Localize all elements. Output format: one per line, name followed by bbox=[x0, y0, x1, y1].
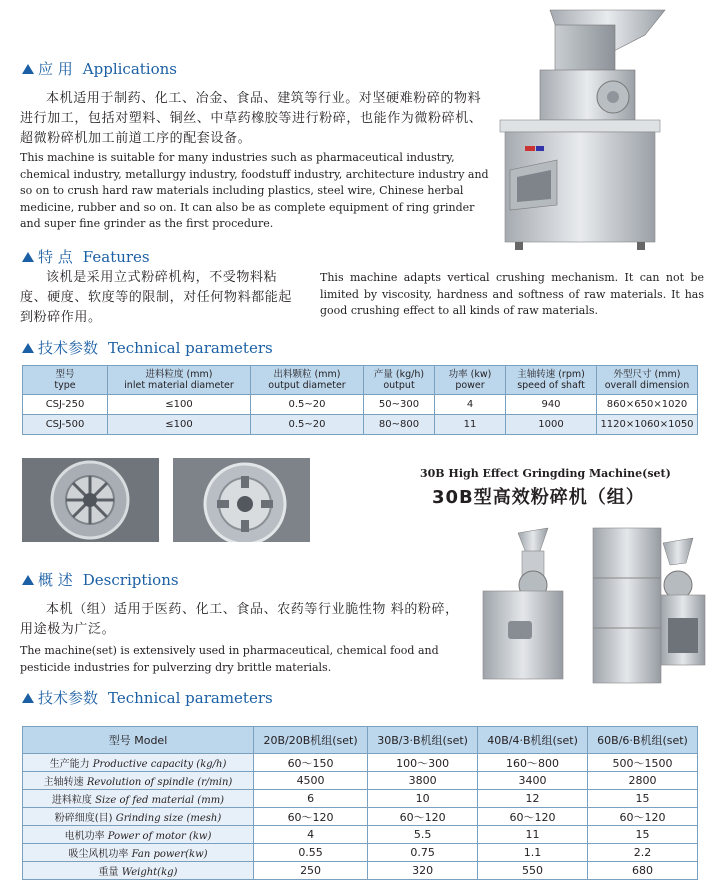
heading-zh: 特 点 bbox=[38, 248, 73, 266]
table-row: CSJ-500 ≤100 0.5~20 80~800 11 1000 1120×1060×1050 bbox=[23, 415, 698, 435]
header-cell: 型号 Model bbox=[23, 727, 254, 754]
heading-en: Applications bbox=[82, 60, 177, 78]
triangle-icon bbox=[22, 575, 34, 585]
header-cell: 30B/3·B机组(set) bbox=[368, 727, 478, 754]
triangle-icon bbox=[22, 64, 34, 74]
descriptions-para-en: The machine(set) is extensively used in pharmaceutical, chemical food and pesticide industries for pulverzing dry brittle materials. bbox=[20, 644, 439, 674]
crusher-machine-photo bbox=[495, 5, 670, 280]
table-row: 生产能力 Productive capacity (kg/h) 60～150 100～300 160～800 500～1500 bbox=[23, 754, 698, 772]
descriptions-para-zh: 本机（组）适用于医药、化工、食品、农药等行业脆性物 料的粉碎，用途极为广泛。 bbox=[20, 602, 459, 637]
table-row: 进料粒度 Size of fed material (mm) 6 10 12 15 bbox=[23, 790, 698, 808]
header-cell: 主轴转速 (rpm) speed of shaft bbox=[506, 366, 597, 395]
product-title-zh: 30B型高效粉碎机（组） bbox=[432, 487, 645, 508]
triangle-icon bbox=[22, 693, 34, 703]
table-row: 重量 Weight(kg) 250 320 550 680 bbox=[23, 862, 698, 880]
features-para-en: This machine adapts vertical crushing mechanism. It can not be limited by viscosity, hardness and softness of raw materials. It has good crushing effect to all kinds of raw materials. bbox=[320, 271, 704, 317]
tech2-heading bbox=[22, 687, 273, 708]
rotor-photo-2 bbox=[173, 458, 310, 542]
heading-en: Descriptions bbox=[82, 571, 179, 589]
header-cell: 60B/6·B机组(set) bbox=[588, 727, 698, 754]
heading-zh: 概 述 bbox=[38, 571, 73, 589]
table-row: CSJ-250 ≤100 0.5~20 50~300 4 940 860×650×1020 bbox=[23, 395, 698, 415]
descriptions-heading bbox=[22, 569, 179, 590]
header-cell: 20B/20B机组(set) bbox=[254, 727, 368, 754]
product-title-en: 30B High Effect Gringding Machine(set) bbox=[420, 467, 671, 480]
features-para-zh: 该机是采用立式粉碎机构，不受物料粘度、硬度、软度等的限制，对任何物料都能起到粉碎作用。 bbox=[20, 270, 293, 325]
heading-zh: 技术参数 bbox=[38, 339, 99, 357]
applications-heading bbox=[22, 58, 177, 79]
header-cell: 40B/4·B机组(set) bbox=[478, 727, 588, 754]
header-cell: 进料粒度 (mm) inlet material diameter bbox=[108, 366, 251, 395]
heading-en: Technical parameters bbox=[108, 339, 273, 357]
tech1-heading bbox=[22, 337, 273, 358]
header-cell: 外型尺寸 (mm) overall dimension bbox=[597, 366, 698, 395]
rotor-photo-1 bbox=[22, 458, 159, 542]
triangle-icon bbox=[22, 343, 34, 353]
table-row: 电机功率 Power of motor (kw) 4 5.5 11 15 bbox=[23, 826, 698, 844]
tech2-table bbox=[22, 726, 698, 880]
table-header-row bbox=[23, 366, 698, 395]
heading-en: Technical parameters bbox=[108, 689, 273, 707]
applications-para-zh: 本机适用于制药、化工、冶金、食品、建筑等行业。对坚硬难粉碎的物料进行加工，包括对塑料、铜丝、中草药橡胶等进行粉碎，也能作为微粉碎机、超微粉碎机加工前道工序的配套设备。 bbox=[20, 91, 483, 146]
heading-en: Features bbox=[82, 248, 150, 266]
header-cell: 产量 (kg/h) output bbox=[364, 366, 435, 395]
heading-zh: 技术参数 bbox=[38, 689, 99, 707]
header-cell: 型号 type bbox=[23, 366, 108, 395]
features-heading bbox=[22, 246, 150, 267]
triangle-icon bbox=[22, 252, 34, 262]
applications-para-en: This machine is suitable for many industries such as pharmaceutical industry, chemical industry, metallurgy industry, foodstuff industry, architecture industry and so on to crush hard raw materials including plastics, steel wire, Chinese herbal medicine, rubber and so on. It can also be as complete equipment of ring grinder and super fine grinder as the first procedure. bbox=[20, 151, 489, 230]
table-row: 粉碎细度(目) Grinding size (mesh) 60～120 60～120 60～120 60～120 bbox=[23, 808, 698, 826]
table-row: 主轴转速 Revolution of spindle (r/min) 4500 3800 3400 2800 bbox=[23, 772, 698, 790]
table-row: 吸尘风机功率 Fan power(kw) 0.55 0.75 1.1 2.2 bbox=[23, 844, 698, 862]
grinding-machines-photo bbox=[478, 523, 710, 693]
header-cell: 出料颗粒 (mm) output diameter bbox=[251, 366, 364, 395]
tech1-table bbox=[22, 365, 698, 435]
header-cell: 功率 (kw) power bbox=[435, 366, 506, 395]
heading-zh: 应 用 bbox=[38, 60, 73, 78]
table-header-row bbox=[23, 727, 698, 754]
